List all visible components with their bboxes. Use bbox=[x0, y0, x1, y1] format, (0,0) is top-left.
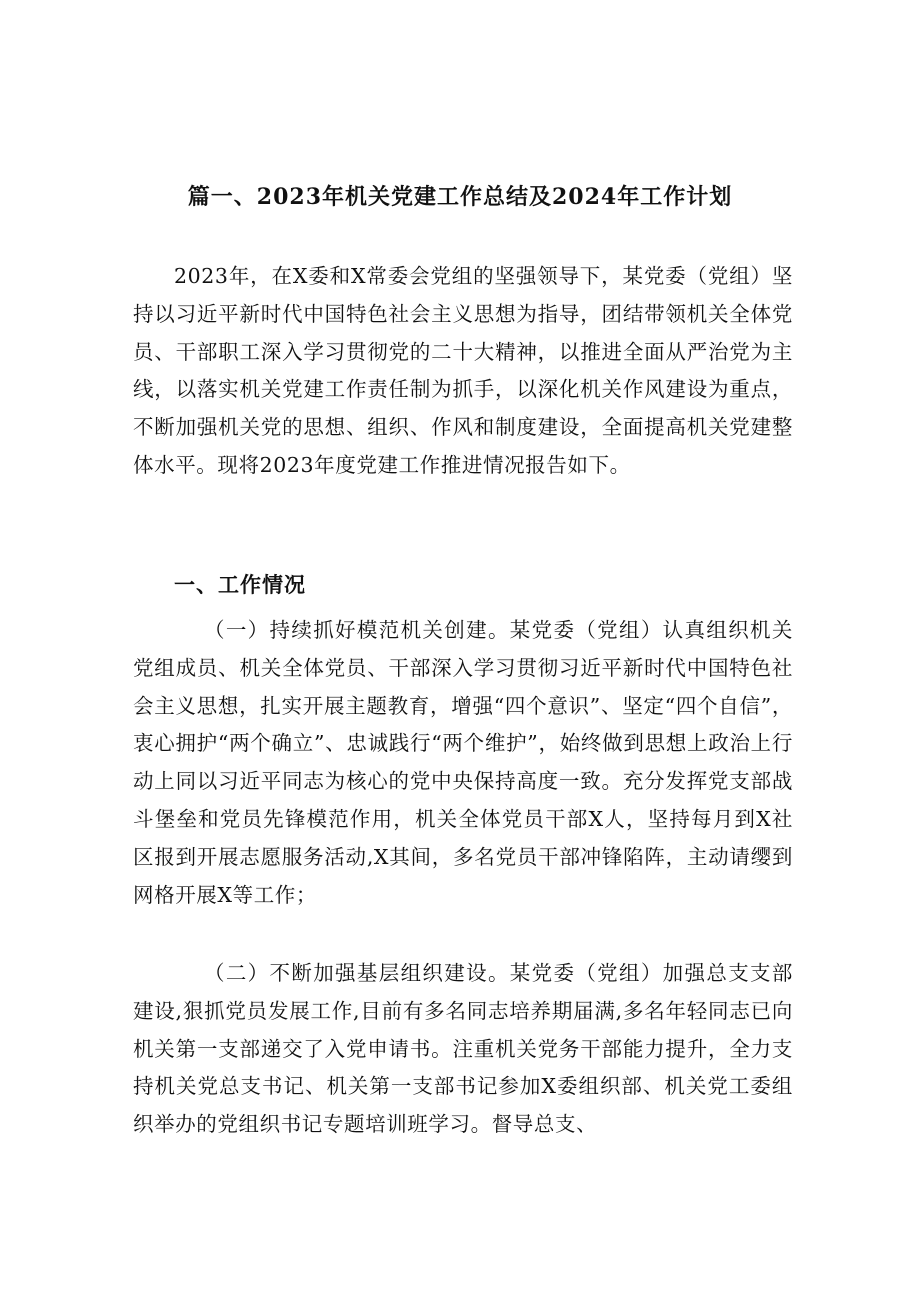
intro-paragraph: 2023年，在X委和X常委会党组的坚强领导下，某党委（党组）坚持以习近平新时代中国特色社会主义思想为指导，团结带领机关全体党员、干部职工深入学习贯彻党的二十大精神，以推进全面从严治党为主线，以落实机关党建工作责任制为抓手，以深化机关作风建设为重点，不断加强机关党的思想、组织、作风和制度建设，全面提高机关党建整体水平。现将2023年度党建工作推进情况报告如下。 bbox=[133, 264, 793, 477]
item-two-paragraph: （二）不断加强基层组织建设。某党委（党组）加强总支支部建设,狠抓党员发展工作,目前有多名同志培养期届满,多名年轻同志已向机关第一支部递交了入党申请书。注重机关党务干部能力提升，全力支持机关党总支书记、机关第一支部书记参加X委组织部、机关党工委组织举办的党组织书记专题培训班学习。督导总支、 bbox=[133, 961, 793, 1137]
section-heading: 一、工作情况 bbox=[174, 572, 306, 597]
document-title: 篇一、2023年机关党建工作总结及2024年工作计划 bbox=[187, 183, 733, 210]
item-one-paragraph: （一）持续抓好模范机关创建。某党委（党组）认真组织机关党组成员、机关全体党员、干部深入学习贯彻习近平新时代中国特色社会主义思想，扎实开展主题教育，增强“四个意识”、坚定“四个自信”，衷心拥护“两个确立”、忠诚践行“两个维护”，始终做到思想上政治上行动上同以习近平同志为核心的党中央保持高度一致。充分发挥党支部战斗堡垒和党员先锋模范作用，机关全体党员干部X人，坚持每月到X社区报到开展志愿服务活动,X其间，多名党员干部冲锋陷阵，主动请缨到网格开展X等工作； bbox=[133, 618, 793, 907]
